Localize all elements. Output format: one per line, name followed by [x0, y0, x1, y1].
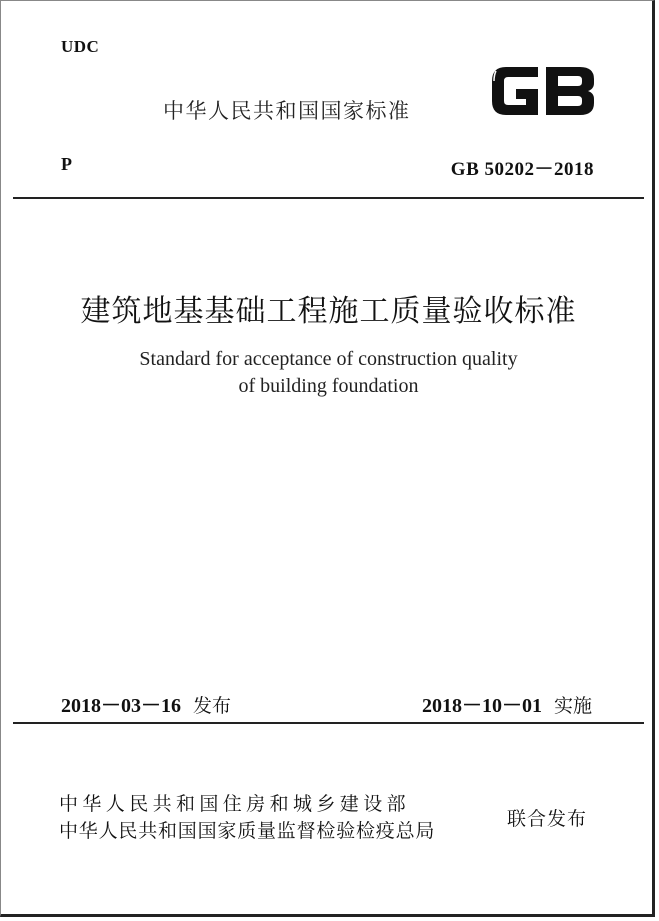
title-english-line-1: Standard for acceptance of construction quality [139, 348, 518, 370]
udc-label: UDC [61, 37, 100, 56]
issue-date [61, 689, 231, 718]
classification-code: P [61, 154, 72, 174]
title-english-line-2: of building foundation [238, 375, 419, 397]
issue-label: 发布 [193, 695, 232, 717]
bottom-divider [13, 722, 644, 724]
issuer-administration: 中华人民共和国国家质量监督检验检疫总局 [59, 820, 436, 842]
issuer-ministry: 中华人民共和国住房和城乡建设部 [59, 793, 411, 815]
gb-logo [488, 61, 598, 121]
issue-date-value: 2018－03－16 [61, 695, 181, 717]
title-english [1, 346, 656, 400]
effective-date-value: 2018－10－01 [421, 695, 542, 717]
joint-issue-label: 联合发布 [507, 808, 588, 830]
top-divider [13, 197, 644, 199]
national-standard-heading: 中华人民共和国国家标准 [163, 99, 411, 123]
effective-date [422, 689, 592, 718]
standard-number: GB 50202－2018 [450, 159, 594, 180]
issuing-authorities [59, 791, 435, 845]
effective-label: 实施 [553, 695, 592, 717]
title-chinese: 建筑地基基础工程施工质量验收标准 [80, 294, 577, 329]
